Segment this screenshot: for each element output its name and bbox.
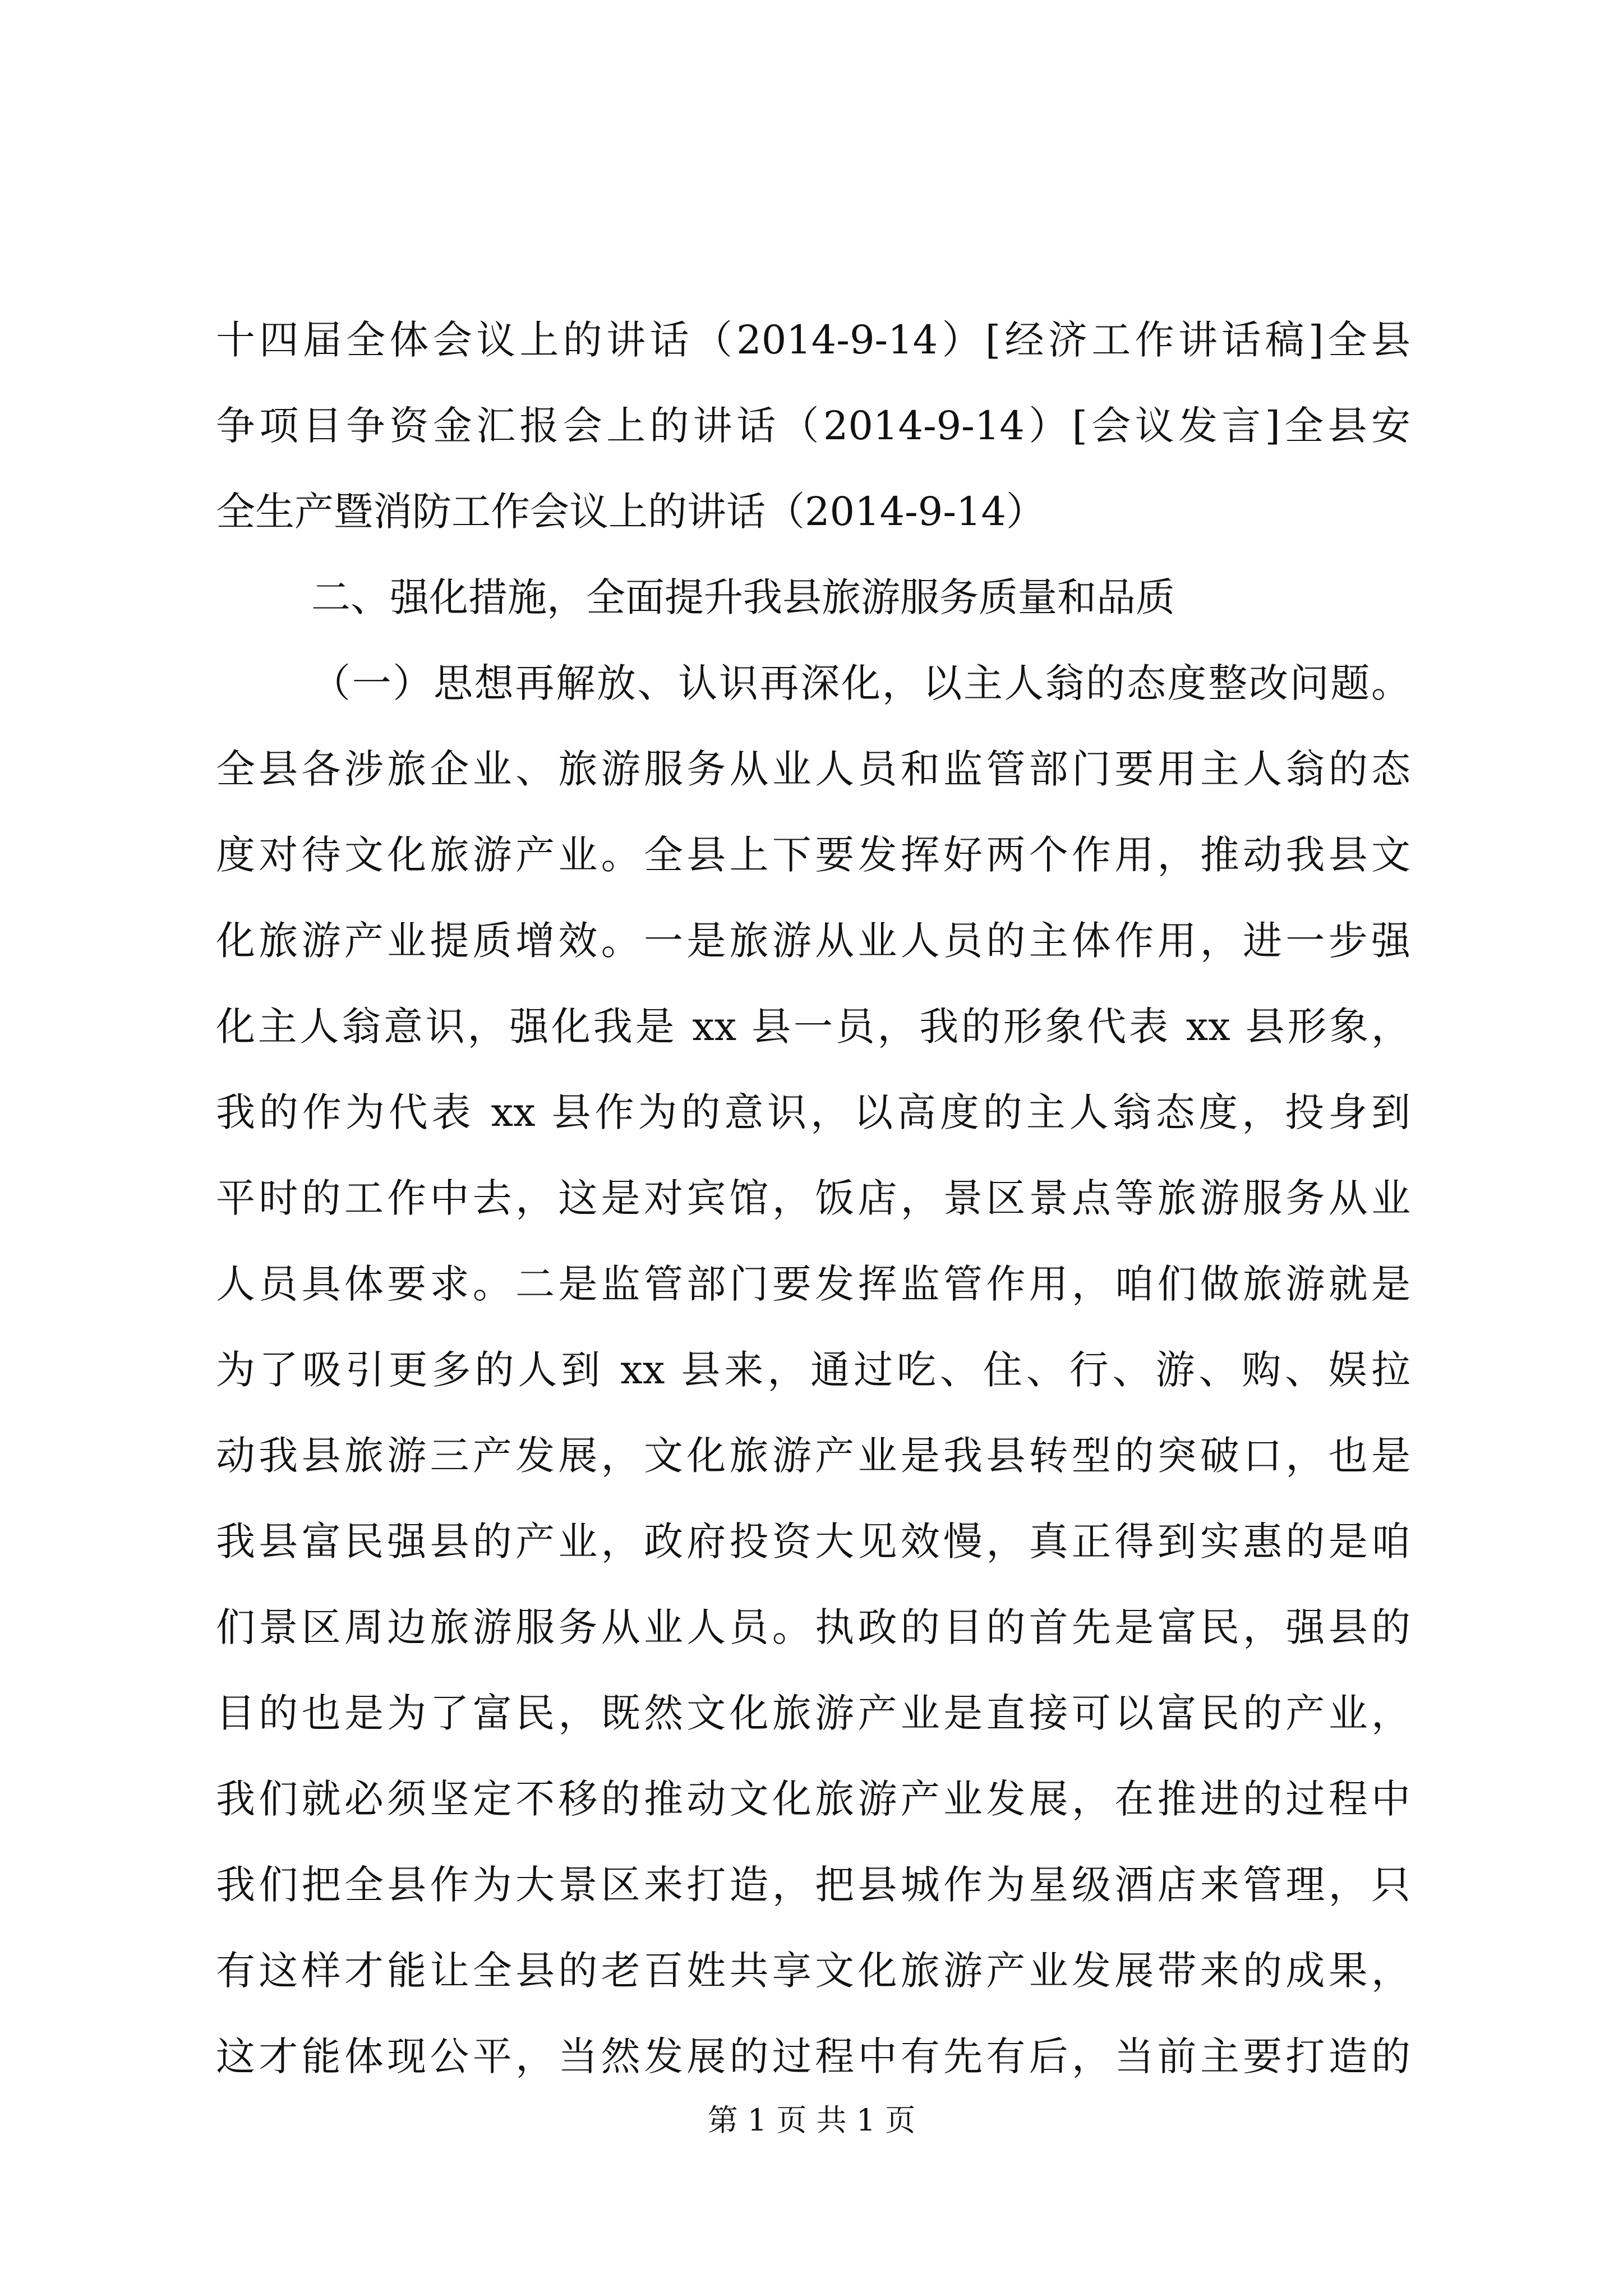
text-line: 争项目争资金汇报会上的讲话（2014-9-14）[会议发言]全县安: [216, 403, 1410, 449]
text-line: 化主人翁意识，强化我是 xx 县一员，我的形象代表 xx 县形象，: [216, 1004, 1410, 1050]
text-line: 平时的工作中去，这是对宾馆，饭店，景区景点等旅游服务从业: [216, 1175, 1410, 1221]
text-line: 为了吸引更多的人到 xx 县来，通过吃、住、行、游、购、娱拉: [216, 1347, 1410, 1393]
section-heading: 二、强化措施，全面提升我县旅游服务质量和品质: [311, 574, 1175, 620]
text-line: 我们把全县作为大景区来打造，把县城作为星级酒店来管理，只: [216, 1862, 1410, 1908]
text-line: 人员具体要求。二是监管部门要发挥监管作用，咱们做旅游就是: [216, 1261, 1410, 1307]
text-line: 我的作为代表 xx 县作为的意识，以高度的主人翁态度，投身到: [216, 1089, 1410, 1135]
page-number-footer: 第 1 页 共 1 页: [707, 2102, 916, 2138]
text-line: 动我县旅游三产发展，文化旅游产业是我县转型的突破口，也是: [216, 1433, 1410, 1479]
text-line: 我县富民强县的产业，政府投资大见效慢，真正得到实惠的是咱: [216, 1519, 1410, 1565]
text-line: 化旅游产业提质增效。一是旅游从业人员的主体作用，进一步强: [216, 918, 1410, 964]
text-line: 我们就必须坚定不移的推动文化旅游产业发展，在推进的过程中: [216, 1776, 1410, 1822]
text-line: 全生产暨消防工作会议上的讲话（2014-9-14）: [216, 489, 1046, 535]
subsection-heading: （一）思想再解放、认识再深化，以主人翁的态度整改问题。: [311, 660, 1410, 706]
text-line: 目的也是为了富民，既然文化旅游产业是直接可以富民的产业，: [216, 1690, 1410, 1736]
text-line: 有这样才能让全县的老百姓共享文化旅游产业发展带来的成果，: [216, 1948, 1410, 1994]
text-line: 这才能体现公平，当然发展的过程中有先有后，当前主要打造的: [216, 2033, 1410, 2079]
document-body: [216, 297, 1410, 2100]
text-line: 全县各涉旅企业、旅游服务从业人员和监管部门要用主人翁的态: [216, 746, 1410, 792]
text-line: 十四届全体会议上的讲话（2014-9-14）[经济工作讲话稿]全县: [216, 317, 1410, 363]
text-line: 们景区周边旅游服务从业人员。执政的目的首先是富民，强县的: [216, 1604, 1410, 1650]
text-line: 度对待文化旅游产业。全县上下要发挥好两个作用，推动我县文: [216, 832, 1410, 878]
